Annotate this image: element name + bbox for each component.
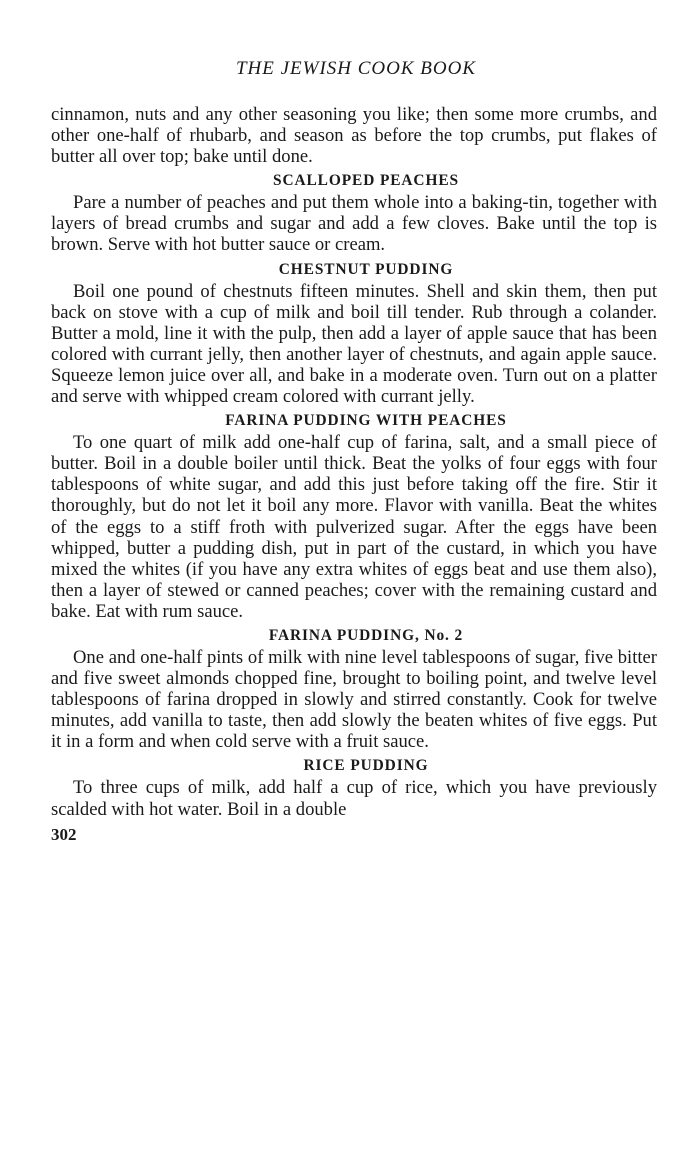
recipe-title-rice-pudding: RICE PUDDING bbox=[303, 757, 429, 775]
running-head: THE JEWISH COOK BOOK bbox=[235, 58, 477, 79]
recipe-title-farina-pudding-peaches: FARINA PUDDING WITH PEACHES bbox=[225, 412, 507, 430]
recipe-text-farina-pudding-2: One and one-half pints of milk with nine level tablespoons of sugar, five bitter and five sweet almonds chopped fine, brought to boiling point, and twelve level tablespoons of farina dropped in slowly and stirred constantly. Cook for twelve minutes, add vanilla to taste, then add slowly the beaten whites of five eggs. Put it in a form and when cold serve with a fruit sauce. bbox=[51, 646, 657, 753]
intro-paragraph: cinnamon, nuts and any other seasoning you like; then some more crumbs, and other one-half of rhubarb, and season as before the top crumbs, put flakes of butter all over top; bake until done. bbox=[51, 104, 657, 168]
recipe-text-farina-pudding-peaches: To one quart of milk add one-half cup of farina, salt, and a small piece of butter. Boil in a double boiler until thick. Beat the yolks of four eggs with four tablespoons of white sugar, and add this just before taking off the fire. Stir it thoroughly, but do not let it boil any more. Flavor with vanilla. Beat the whites of the eggs to a stiff froth with pulverized sugar. After the eggs have been whipped, butter a pudding dish, put in part of the custard, in which you have mixed the whites (if you have any extra whites of eggs beat and use them also), then a layer of stewed or canned peaches; cover with the remaining custard and bake. Eat with rum sauce. bbox=[51, 432, 657, 622]
recipe-text-scalloped-peaches: Pare a number of peaches and put them whole into a baking-tin, together with layers of bread crumbs and sugar and add a few cloves. Bake until the top is brown. Serve with hot butter sauce or cream. bbox=[51, 192, 657, 256]
recipe-text-rice-pudding: To three cups of milk, add half a cup of rice, which you have previously scalded with hot water. Boil in a double bbox=[51, 777, 657, 820]
page-number: 302 bbox=[51, 824, 77, 844]
recipe-title-chestnut-pudding: CHESTNUT PUDDING bbox=[278, 260, 454, 278]
recipe-title-scalloped-peaches: SCALLOPED PEACHES bbox=[273, 172, 459, 190]
recipe-text-chestnut-pudding: Boil one pound of chestnuts fifteen minutes. Shell and skin them, then put back on stove with a cup of milk and boil till tender. Rub through a colander. Butter a mold, line it with the pulp, then add a layer of apple sauce that has been colored with currant jelly, then another layer of chestnuts, and again apple sauce. Squeeze lemon juice over all, and bake in a moderate oven. Turn out on a platter and serve with whipped cream colored with currant jelly. bbox=[51, 280, 657, 408]
book-page bbox=[51, 58, 657, 846]
recipe-title-farina-pudding-2: FARINA PUDDING, No. 2 bbox=[268, 626, 464, 644]
